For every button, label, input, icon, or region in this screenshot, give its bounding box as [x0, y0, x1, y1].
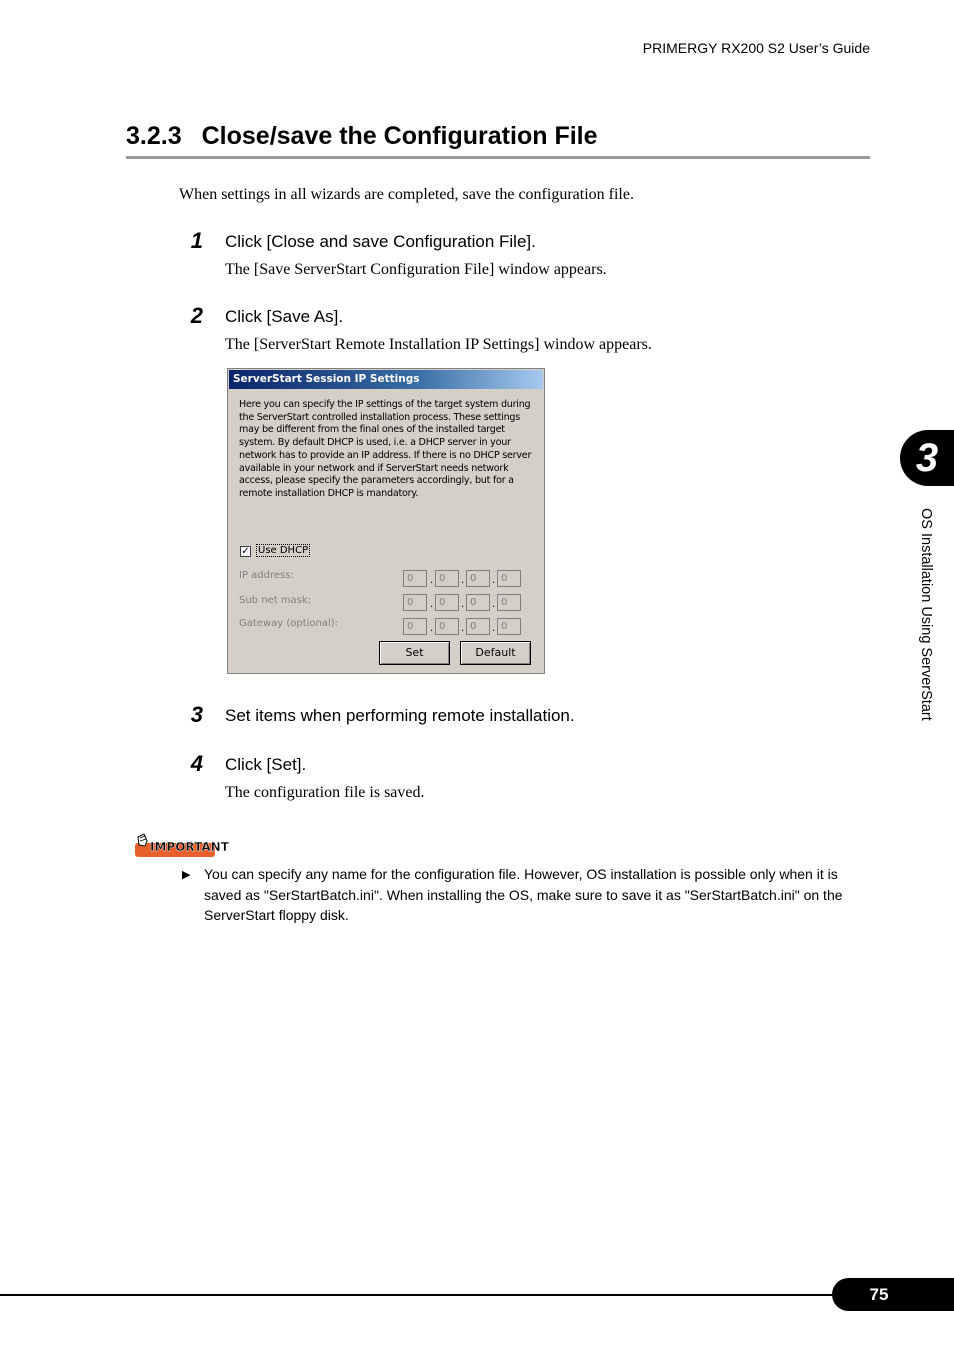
chapter-side-label: OS Installation Using ServerStart: [918, 508, 934, 721]
gateway-octet-4[interactable]: 0: [497, 618, 521, 635]
step-2-instruction: Click [Save As].: [225, 307, 344, 326]
octet-dot: .: [461, 575, 465, 586]
important-icon: [134, 832, 229, 858]
section-title: [126, 122, 598, 151]
important-badge-text: IMPORTANT: [150, 840, 229, 854]
chapter-tab: 3: [900, 430, 954, 486]
octet-dot: .: [430, 575, 434, 586]
step-1-number: 1: [190, 228, 203, 253]
octet-dot: .: [492, 575, 496, 586]
important-badge: [134, 832, 229, 858]
gateway-octet-2[interactable]: 0: [435, 618, 459, 635]
use-dhcp-checkbox[interactable]: ✓: [241, 546, 250, 557]
gateway-octet-1[interactable]: 0: [403, 618, 427, 635]
step-3-number: 3: [190, 702, 203, 727]
note-bullet-icon: ▶: [182, 869, 191, 881]
step-4-result: The configuration file is saved.: [225, 784, 425, 801]
use-dhcp-label[interactable]: Use DHCP: [258, 545, 309, 556]
subnet-mask-octet-2[interactable]: 0: [435, 594, 459, 611]
octet-dot: .: [430, 599, 434, 610]
footer-rule: [0, 1294, 840, 1296]
subnet-mask-octet-3[interactable]: 0: [466, 594, 490, 611]
step-2-result: The [ServerStart Remote Installation IP Settings] window appears.: [225, 336, 652, 353]
ip-settings-dialog: [227, 368, 545, 674]
gateway-octet-3[interactable]: 0: [466, 618, 490, 635]
ip-address-octet-1[interactable]: 0: [403, 570, 427, 587]
ip-address-label: IP address:: [239, 570, 294, 581]
step-4-instruction: Click [Set].: [225, 755, 307, 774]
octet-dot: .: [492, 623, 496, 634]
step-1-result: The [Save ServerStart Configuration File] window appears.: [225, 261, 607, 278]
default-button[interactable]: Default: [460, 641, 531, 665]
important-note-text: You can specify any name for the configuration file. However, OS installation is possible only when it is saved as "SerStartBatch.ini". When installing the OS, make sure to save it as "SerStartBatch.ini" on the ServerStart floppy disk.: [204, 866, 843, 923]
subnet-mask-label: Sub net mask:: [239, 595, 312, 606]
subnet-mask-octet-4[interactable]: 0: [497, 594, 521, 611]
running-header: PRIMERGY RX200 S2 User’s Guide: [642, 40, 870, 56]
step-1-instruction: Click [Close and save Configuration File].: [225, 232, 536, 251]
octet-dot: .: [430, 623, 434, 634]
section-divider: [126, 156, 870, 159]
intro-paragraph: When settings in all wizards are completed, save the configuration file.: [179, 186, 634, 203]
gateway-label: Gateway (optional):: [239, 618, 339, 629]
ip-address-octet-3[interactable]: 0: [466, 570, 490, 587]
subnet-mask-octet-1[interactable]: 0: [403, 594, 427, 611]
step-3-instruction: Set items when performing remote installation.: [225, 706, 575, 725]
octet-dot: .: [492, 599, 496, 610]
dialog-description: Here you can specify the IP settings of the target system during the ServerStart controlled installation process. These settings may be different from the final ones of the installed target system. By default DHCP is used, i.e. a DHCP server in your network has to provide an IP address. If there is no DHCP server available in your network and if ServerStart needs network access, please specify the parameters accordingly, but for a remote installation DHCP is mandatory.: [239, 399, 532, 499]
step-2-number: 2: [190, 303, 203, 328]
octet-dot: .: [461, 623, 465, 634]
ip-address-octet-2[interactable]: 0: [435, 570, 459, 587]
step-4-number: 4: [190, 751, 203, 776]
section-title-text: Close/save the Configuration File: [201, 122, 598, 150]
dialog-title-bar: ServerStart Session IP Settings: [229, 370, 543, 389]
section-number: 3.2.3: [126, 122, 182, 150]
page-number: 75: [869, 1285, 889, 1304]
set-button[interactable]: Set: [379, 641, 450, 665]
ip-address-octet-4[interactable]: 0: [497, 570, 521, 587]
octet-dot: .: [461, 599, 465, 610]
